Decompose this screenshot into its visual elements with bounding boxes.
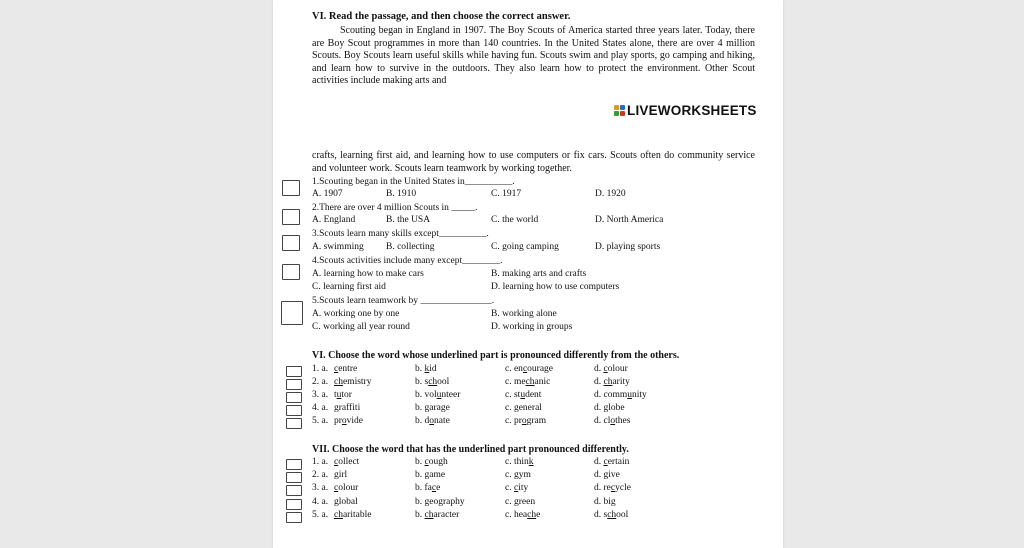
section2-row-1-option-b: b. kid: [415, 364, 437, 374]
q3-option-d: D. playing sports: [595, 242, 661, 252]
q5-option-c: C. working all year round: [312, 322, 410, 332]
q2-option-c: C. the world: [491, 215, 539, 225]
section3-row-number-5: 5. a.: [312, 509, 329, 520]
question-5-stem: 5.Scouts learn teamwork by _______________.: [312, 296, 495, 306]
answer-box-q2[interactable]: [282, 209, 300, 225]
section2-row-3-option-c: c. student: [505, 390, 542, 400]
section3-row-5-option-a: charitable: [334, 509, 372, 520]
section2-row-5-option-b: b. donate: [415, 416, 450, 426]
section2-row-4-option-a: graffiti: [334, 403, 361, 413]
section3-row-5-option-c: c. heache: [505, 509, 541, 520]
section3-row-3-option-a: colour: [334, 483, 359, 494]
q3-option-a: A. swimming: [312, 242, 364, 252]
section3-row-3-option-c: c. city: [505, 483, 529, 494]
section3-row-2-option-d: d. give: [594, 470, 620, 481]
section3-row-4-option-b: b. geography: [415, 496, 465, 507]
section2-row-2-option-d: d. charity: [594, 377, 630, 387]
section2-row-5-option-d: d. clothes: [594, 416, 631, 426]
section2-row-3-option-a: tutor: [334, 390, 352, 400]
q4-option-c: C. learning first aid: [312, 282, 386, 292]
q5-option-a: A. working one by one: [312, 309, 400, 319]
section2-answer-box-2[interactable]: [286, 379, 302, 390]
q4-option-a: A. learning how to make cars: [312, 269, 424, 279]
q4-option-d: D. learning how to use computers: [491, 282, 620, 292]
section3-answer-box-1[interactable]: [286, 459, 302, 470]
section3-row-4-option-d: d. big: [594, 496, 616, 507]
q2-option-a: A. England: [312, 215, 356, 225]
section3-row-3-option-b: b. face: [415, 483, 441, 494]
section-title-reading: VI. Read the passage, and then choose the correct answer.: [312, 11, 571, 22]
answer-box-q3[interactable]: [282, 235, 300, 251]
section2-row-3-option-d: d. community: [594, 390, 647, 400]
answer-box-q1[interactable]: [282, 180, 300, 196]
section3-row-1-option-d: d. certain: [594, 457, 630, 467]
q1-option-d: D. 1920: [595, 189, 626, 199]
section2-row-5-option-c: c. program: [505, 416, 547, 426]
q1-option-c: C. 1917: [491, 189, 522, 199]
q4-option-b: B. making arts and crafts: [491, 269, 587, 279]
section3-row-1-option-b: b. cough: [415, 457, 448, 467]
q3-option-c: C. going camping: [491, 242, 559, 252]
question-1-stem: 1.Scouting began in the United States in__________.: [312, 177, 515, 187]
section2-row-1-option-c: c. encourage: [505, 364, 554, 374]
section3-row-number-3: 3. a.: [312, 483, 329, 494]
q2-option-b: B. the USA: [386, 215, 431, 225]
section2-row-number-4: 4. a.: [312, 403, 329, 413]
question-4-stem: 4.Scouts activities include many except________.: [312, 256, 503, 266]
section3-row-4-option-a: global: [334, 496, 358, 507]
section2-row-4-option-b: b. garage: [415, 403, 450, 413]
section2-row-number-3: 3. a.: [312, 390, 329, 400]
section3-row-number-4: 4. a.: [312, 496, 329, 507]
section2-row-1-option-d: d. colour: [594, 364, 628, 374]
section2-row-4-option-d: d. globe: [594, 403, 625, 413]
q1-option-a: A. 1907: [312, 189, 343, 199]
brand-logo: LIVEWORKSHEETS: [614, 103, 757, 118]
section3-row-1-option-c: c. think: [505, 457, 534, 467]
section2-row-2-option-a: chemistry: [334, 377, 372, 387]
section3-answer-box-5[interactable]: [286, 512, 302, 523]
section2-answer-box-3[interactable]: [286, 392, 302, 403]
passage-part-1: Scouting began in England in 1907. The Boy Scouts of America started three years later. Today, there are Boy Scout programmes in more than 140 countries. In the United States alone, there are over 4 million Scouts. Boy Scouts learn useful skills while having fun. Scouts swim and play sports, go camping and hiking, and learn how to survive in the outdoors. They also learn how to protect the environment. Other Scout activities include making arts and: [312, 25, 755, 87]
section2-row-number-2: 2. a.: [312, 377, 329, 387]
q5-option-b: B. working alone: [491, 309, 557, 319]
section3-row-2-option-b: b. game: [415, 470, 446, 481]
question-3-stem: 3.Scouts learn many skills except__________.: [312, 229, 489, 239]
liveworksheets-icon: [614, 105, 625, 116]
section-title-pronunciation-1: VI. Choose the word whose underlined part is pronounced differently from the others.: [312, 350, 680, 361]
q5-option-d: D. working in groups: [491, 322, 573, 332]
q1-option-b: B. 1910: [386, 189, 417, 199]
section3-row-5-option-b: b. character: [415, 509, 460, 520]
q3-option-b: B. collecting: [386, 242, 435, 252]
section3-answer-box-2[interactable]: [286, 472, 302, 483]
answer-box-q5[interactable]: [281, 301, 303, 325]
section2-answer-box-4[interactable]: [286, 405, 302, 416]
section3-row-1-option-a: collect: [334, 457, 360, 467]
section3-row-5-option-d: d. school: [594, 509, 629, 520]
section2-row-2-option-c: c. mechanic: [505, 377, 551, 387]
section2-answer-box-1[interactable]: [286, 366, 302, 377]
section3-row-3-option-d: d. recycle: [594, 483, 631, 494]
q2-option-d: D. North America: [595, 215, 664, 225]
section2-row-2-option-b: b. school: [415, 377, 450, 387]
section2-row-3-option-b: b. volunteer: [415, 390, 461, 400]
passage-part-2: crafts, learning first aid, and learning how to use computers or fix cars. Scouts often do community service and volunteer work. Scouts learn teamwork by working together.: [312, 150, 755, 174]
section2-answer-box-5[interactable]: [286, 418, 302, 429]
section2-row-number-1: 1. a.: [312, 364, 329, 374]
section3-answer-box-4[interactable]: [286, 499, 302, 510]
section2-row-number-5: 5. a.: [312, 416, 329, 426]
section3-row-number-1: 1. a.: [312, 457, 329, 467]
section2-row-5-option-a: provide: [334, 416, 364, 426]
section3-answer-box-3[interactable]: [286, 485, 302, 496]
answer-box-q4[interactable]: [282, 264, 300, 280]
section3-row-2-option-a: girl: [334, 470, 348, 481]
section3-row-number-2: 2. a.: [312, 470, 329, 481]
section3-row-2-option-c: c. gym: [505, 470, 531, 481]
section2-row-4-option-c: c. general: [505, 403, 542, 413]
section-title-pronunciation-2: VII. Choose the word that has the underlined part pronounced differently.: [312, 444, 629, 455]
section2-row-1-option-a: centre: [334, 364, 358, 374]
section3-row-4-option-c: c. green: [505, 496, 536, 507]
question-2-stem: 2.There are over 4 million Scouts in _____.: [312, 203, 478, 213]
